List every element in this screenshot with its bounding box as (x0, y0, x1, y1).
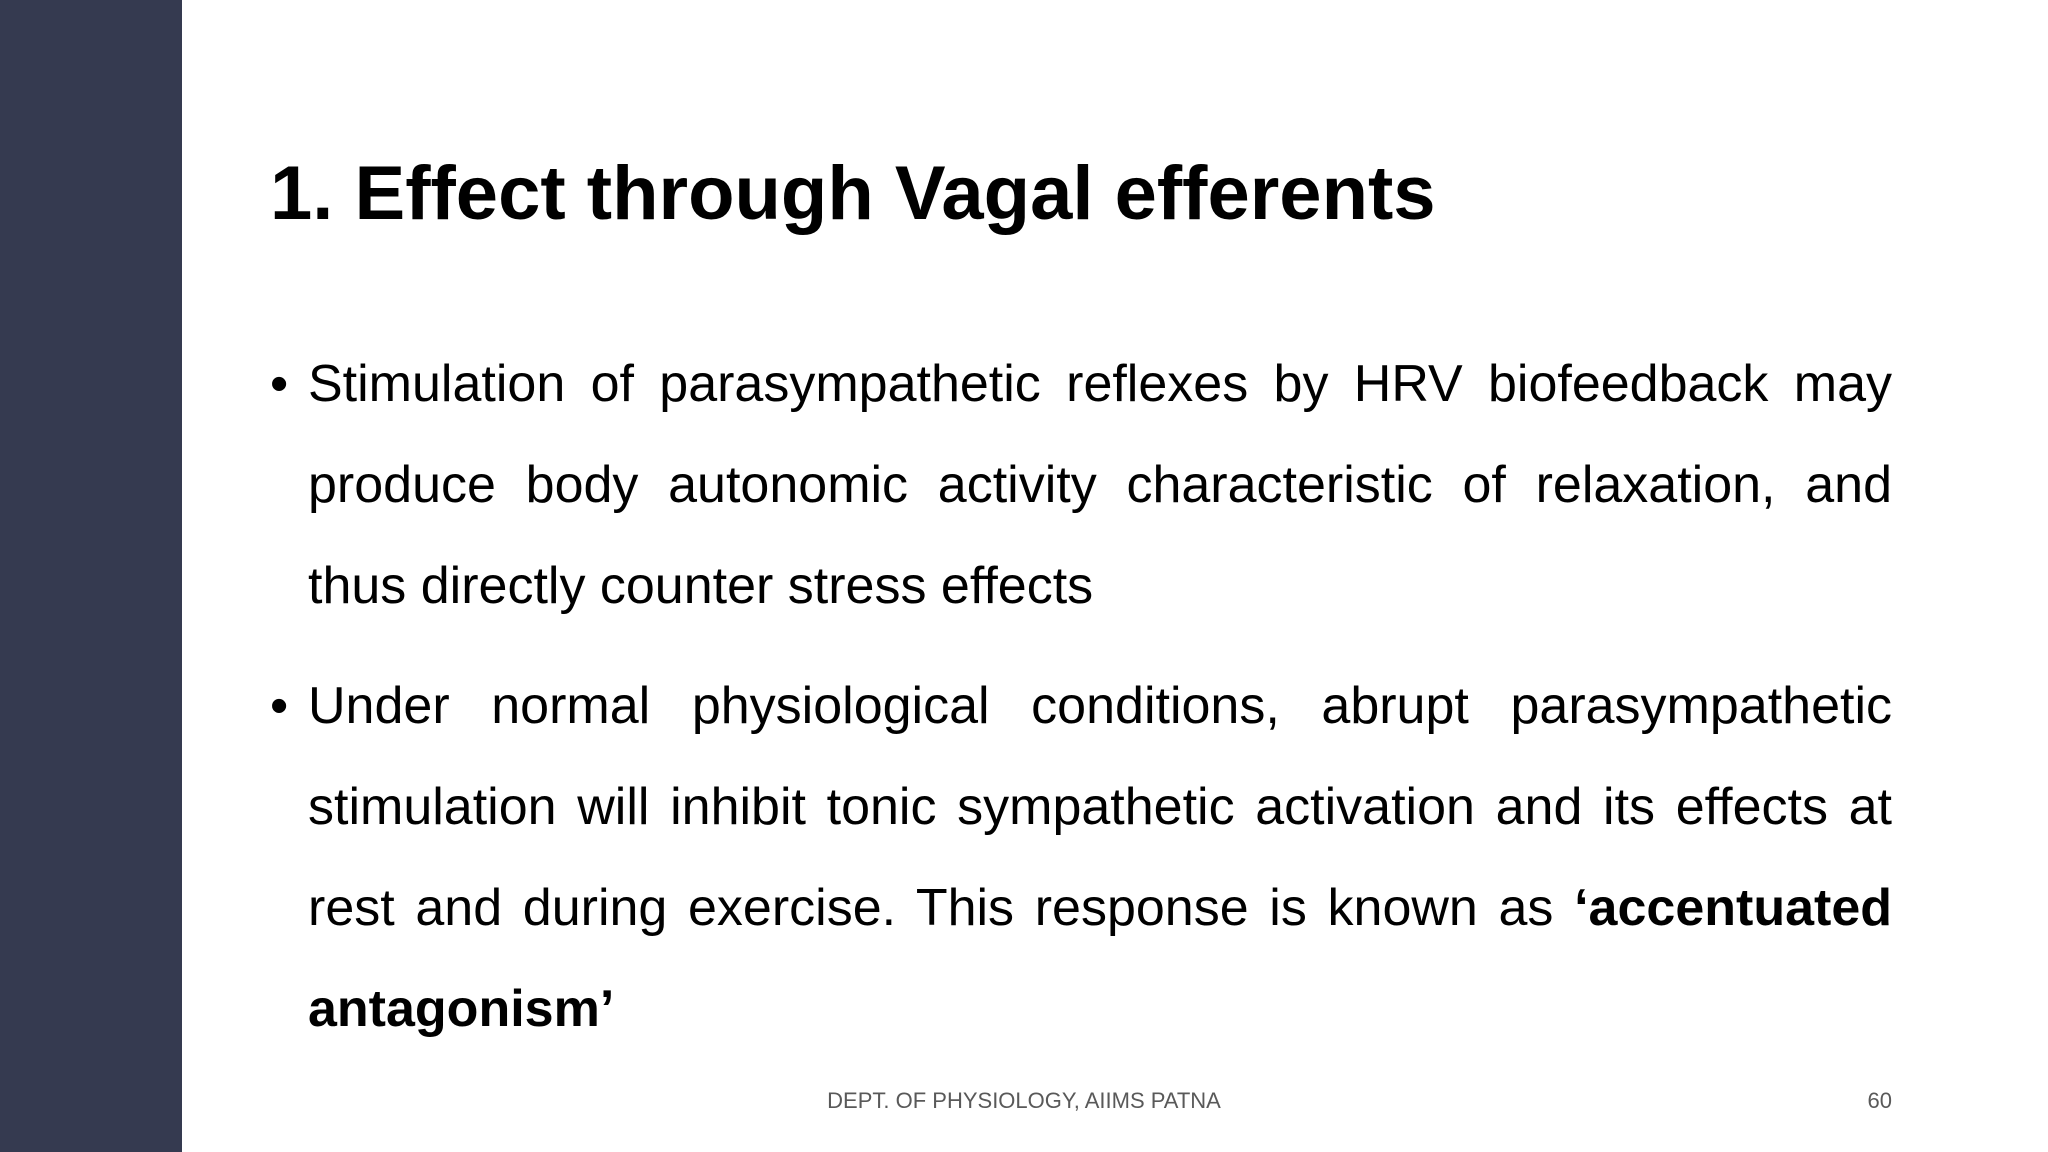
bullet-text: Under normal physiological conditions, abrupt parasympathetic stimulation will inhibit tonic sympathetic activation and its effects at rest and during exercise. This response is known as (308, 677, 1892, 937)
bullet-item (270, 656, 1892, 1060)
bullet-item (270, 334, 1892, 637)
bullet-list (270, 334, 1892, 1079)
slide-title: 1. Effect through Vagal efferents (270, 151, 1436, 236)
bullet-icon: • (270, 355, 289, 413)
left-accent-bar (0, 0, 182, 1152)
page-number: 60 (1867, 1088, 1892, 1113)
footer-text: DEPT. OF PHYSIOLOGY, AIIMS PATNA (827, 1088, 1221, 1113)
bullet-text: Stimulation of parasympathetic reflexes by HRV biofeedback may produce body autonomic activity characteristic of relaxation, and thus directly counter stress effects (308, 355, 1892, 615)
bullet-emphasis-text: ‘accentuated antagonism’ (308, 879, 1892, 1038)
bullet-icon: • (270, 677, 289, 735)
